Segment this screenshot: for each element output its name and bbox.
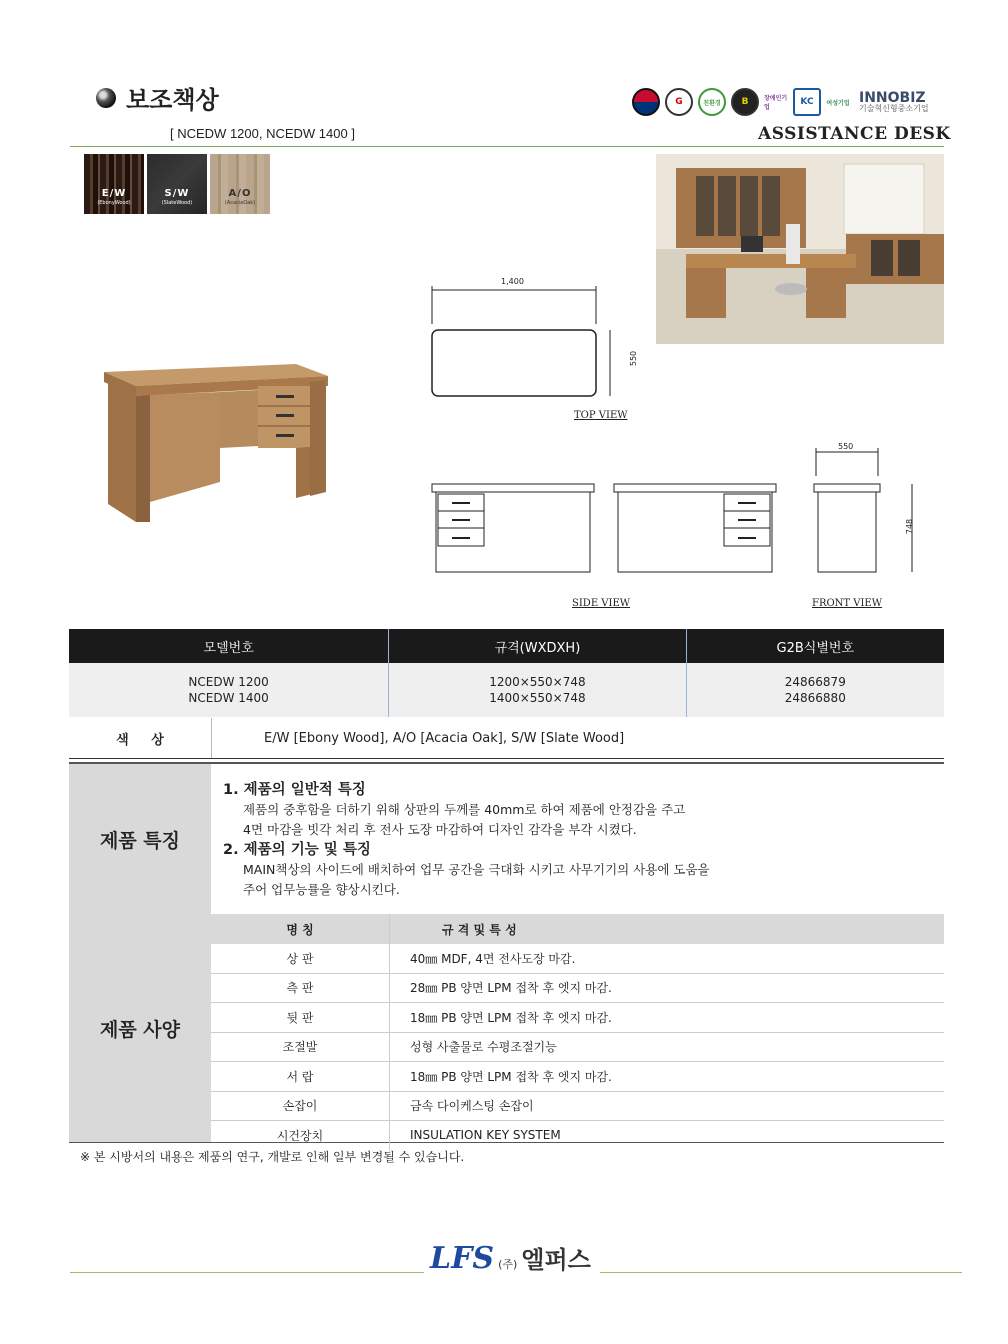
model-list: [ NCEDW 1200, NCEDW 1400 ] [170,126,355,141]
swatch-code: S/W [164,188,190,199]
feature-heading: 1. 제품의 일반적 특징 [223,782,366,798]
swatch-name: (AcaciaOak) [224,200,256,206]
g2b-value: 24866879 [784,675,846,689]
swatch-ebony [84,154,144,214]
color-row [69,718,944,759]
desk-illustration [100,362,332,536]
feature-text: MAIN책상의 사이드에 배치하여 업무 공간을 극대화 시키고 사무기기의 사용에 도움을 [243,862,710,877]
table-row [211,1092,944,1122]
spec-value: 40㎜ MDF, 4면 전사도장 마감. [410,951,576,966]
company-logo [430,1240,591,1276]
innobiz-sub: 기술혁신형중소기업 [859,104,929,113]
model-table-header [69,629,944,663]
header-divider [70,146,944,147]
spec-table [211,914,944,1142]
swatch-code: A/O [228,188,252,199]
size-cell [389,663,686,717]
top-view-label: TOP VIEW [574,410,628,421]
front-width-label: 550 [838,442,854,451]
eco-icon: 친환경 [698,88,726,116]
col-model: 모델번호 [69,629,389,663]
g2b-cell [687,663,944,717]
spec-key: 손잡이 [211,1092,390,1121]
model-value: NCEDW 1400 [188,691,269,705]
innobiz-title: INNOBIZ [859,90,926,106]
kc-icon: KC [793,88,821,116]
feature-heading: 2. 제품의 기능 및 특징 [223,842,371,858]
spec-value: 18㎜ PB 양면 LPM 접착 후 엣지 마감. [410,1010,612,1025]
table-row [211,944,944,974]
table-row [211,1121,944,1150]
size-value: 1200×550×748 [489,675,586,689]
feature-text: 주어 업무능률을 향상시킨다. [243,882,400,897]
swatch-name: (EbonyWood) [97,200,131,206]
g-mark-icon: G [665,88,693,116]
col-size: 규격(WXDXH) [389,629,686,663]
front-view-label: FRONT VIEW [812,598,883,609]
spec-head-name: 명 칭 [211,914,390,944]
spec-label: 제품 사양 [69,914,211,1142]
footer-line-right [600,1272,962,1273]
logo-lfs: LFS [430,1241,495,1276]
table-row [211,1062,944,1092]
women-enterprise-icon: 여성기업 [826,99,850,107]
spec-section [69,914,944,1143]
table-row [211,1003,944,1033]
disabled-enterprise-icon: 장애인기업 [764,95,788,111]
spec-value: 금속 다이케스팅 손잡이 [410,1099,534,1114]
bullet-icon [96,88,116,108]
spec-head-spec: 규 격 및 특 성 [442,922,517,937]
features-body [211,764,710,914]
swatch-name: (SlateWood) [161,200,193,206]
brand-title: ASSISTANCE DESK [758,124,951,144]
size-value: 1400×550×748 [489,691,586,705]
col-g2b: G2B식별번호 [776,640,855,656]
feature-text: 제품의 중후함을 더하기 위해 상판의 두께를 40mm로 하여 제품에 안정감을 주고 [243,802,686,817]
swatch-acacia [210,154,270,214]
spec-value: 18㎜ PB 양면 LPM 접착 후 엣지 마감. [410,1069,612,1084]
feature-text: 4면 마감을 빗각 처리 후 전사 도장 마감하여 디자인 감각을 부각 시켰다. [243,822,637,837]
spec-value: INSULATION KEY SYSTEM [410,1128,561,1143]
spec-value: 28㎜ PB 양면 LPM 접착 후 엣지 마감. [410,981,612,996]
spec-key: 측 판 [211,974,390,1003]
innobiz-logo [859,91,929,113]
side-view-label: SIDE VIEW [572,598,631,609]
logo-korean: 엘퍼스 [521,1246,591,1274]
spec-key: 뒷 판 [211,1003,390,1032]
color-label: 색 상 [69,718,212,758]
spec-key: 서 랍 [211,1062,390,1091]
top-depth-label: 550 [629,350,639,367]
table-row [211,1033,944,1063]
model-table-row [69,663,944,717]
b-mark-icon: B [731,88,759,116]
disclaimer-note: ※ 본 시방서의 내용은 제품의 연구, 개발로 인해 일부 변경될 수 있습니다. [80,1150,465,1164]
logo-ju: (주) [498,1258,518,1271]
page-title-text: 보조책상 [126,86,219,114]
features-label: 제품 특징 [69,764,211,914]
table-row [211,974,944,1004]
footer-line-left [70,1272,424,1273]
height-label: 748 [905,518,915,535]
g2b-value: 24866880 [784,691,846,705]
side-view-left [430,480,600,584]
swatch-slate [147,154,207,214]
spec-header-row [211,914,944,944]
model-cell [69,663,389,717]
taeguk-icon [632,88,660,116]
spec-key: 조절발 [211,1033,390,1062]
color-value: E/W [Ebony Wood], A/O [Acacia Oak], S/W [Slate Wood] [264,730,625,746]
side-view-right [612,480,782,584]
features-section [69,762,944,916]
top-width-label: 1,400 [501,277,524,286]
cert-logos [632,88,929,116]
spec-key: 시건장치 [211,1121,390,1150]
color-swatches [84,154,270,214]
office-photo [656,154,944,344]
swatch-code: E/W [101,188,127,199]
spec-key: 상 판 [211,944,390,973]
spec-value: 성형 사출물로 수평조절기능 [410,1040,557,1055]
model-value: NCEDW 1200 [188,675,269,689]
page-title [96,80,219,115]
